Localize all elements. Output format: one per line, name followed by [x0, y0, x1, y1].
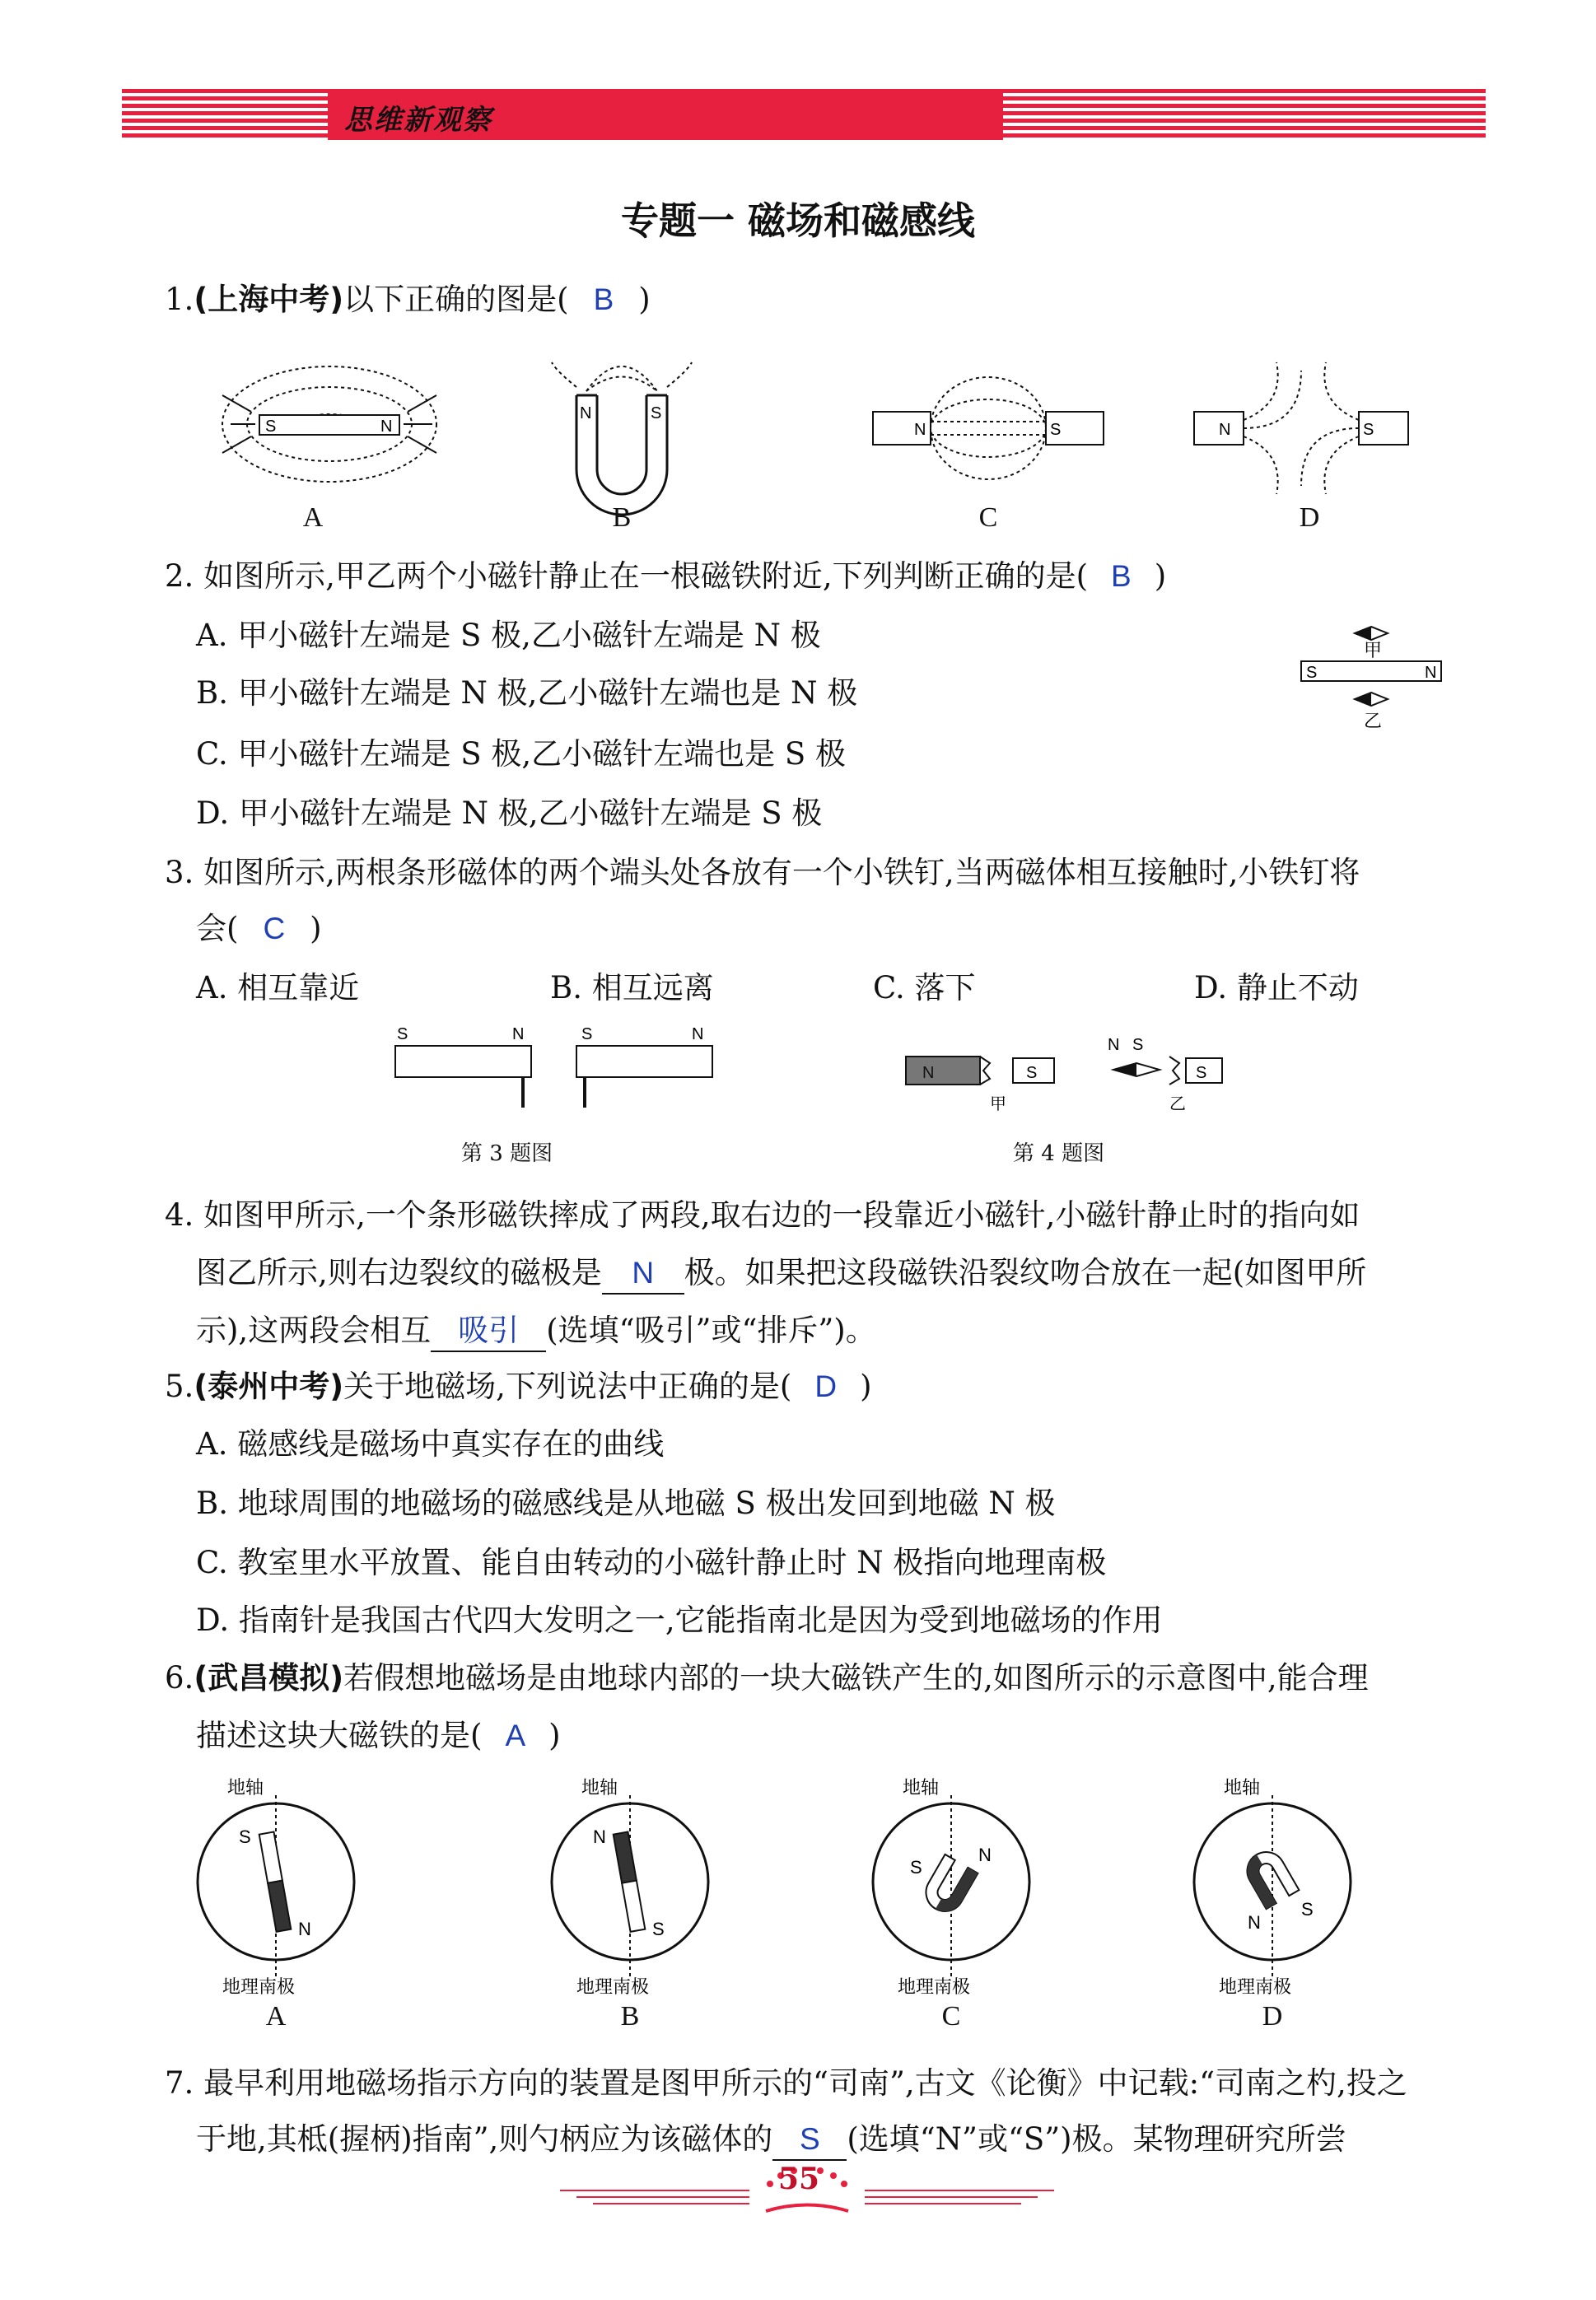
header-banner	[122, 89, 1486, 140]
q2-option-a: A. 甲小磁针左端是 S 极,乙小磁针左端是 N 极	[196, 618, 821, 653]
q4-blank1[interactable]: N	[602, 1253, 684, 1295]
svg-text:S: S	[910, 1857, 922, 1878]
q5-option-b: B. 地球周围的地磁场的磁感线是从地磁 S 极出发回到地磁 N 极	[196, 1486, 1056, 1521]
q4-line1: 4. 如图甲所示,一个条形磁铁摔成了两段,取右边的一段靠近小磁针,小磁针静止时的指向如	[165, 1197, 1360, 1233]
svg-text:地轴: 地轴	[581, 1777, 618, 1798]
q4-n2: N	[1108, 1036, 1120, 1054]
q1-fig-d	[1194, 362, 1408, 494]
q7-blank[interactable]: S	[772, 2120, 847, 2161]
q3-s-left: S	[397, 1025, 408, 1043]
q3-option-c: C. 落下	[873, 970, 976, 1005]
q3-option-a: A. 相互靠近	[196, 970, 360, 1005]
q5-option-a: A. 磁感线是磁场中真实存在的曲线	[196, 1426, 665, 1462]
q6-line2: 描述这块大磁铁的是( A )	[196, 1718, 561, 1753]
q7-line1: 7. 最早利用地磁场指示方向的装置是图甲所示的“司南”,古文《论衡》中记载:“司南之杓,投之	[165, 2065, 1407, 2101]
q1a-n: N	[380, 418, 393, 436]
q6-label-a: A	[265, 2001, 287, 2032]
svg-text:地轴: 地轴	[903, 1777, 940, 1798]
q1-fig-a	[222, 366, 436, 482]
q4-s: S	[1026, 1064, 1038, 1082]
q3-fig-caption: 第 3 题图	[461, 1141, 553, 1166]
q5-option-c: C. 教室里水平放置、能自由转动的小磁针静止时 N 极指向地理南极	[196, 1545, 1107, 1580]
q1-fig-c	[873, 377, 1104, 479]
q2-jia: 甲	[1364, 640, 1383, 660]
q3-stem-line2: 会( C )	[196, 911, 322, 946]
svg-text:N: N	[298, 1919, 311, 1939]
svg-text:地理南极: 地理南极	[576, 1976, 650, 1997]
q3-option-b: B. 相互远离	[550, 970, 714, 1005]
q6-fig-b	[552, 1777, 708, 1997]
q3-n-left: N	[512, 1025, 525, 1043]
svg-text:S: S	[1301, 1899, 1314, 1920]
page-number: 55	[777, 2162, 820, 2196]
q2-option-d: D. 甲小磁针左端是 N 极,乙小磁针左端是 S 极	[196, 795, 823, 831]
q4-yi: 乙	[1169, 1095, 1186, 1113]
q6-label-d: D	[1262, 2001, 1283, 2032]
q2-n: N	[1425, 664, 1437, 682]
q3-option-d: D. 静止不动	[1194, 970, 1359, 1005]
q1-label-c: C	[978, 502, 998, 533]
page-title: 专题一 磁场和磁感线	[620, 198, 975, 243]
svg-text:N: N	[593, 1826, 606, 1847]
q1-label-a: A	[302, 502, 324, 533]
q2-yi: 乙	[1364, 711, 1383, 731]
q4-n: N	[922, 1064, 935, 1082]
svg-text:地理南极: 地理南极	[1219, 1976, 1292, 1997]
q1-stem: 1.(上海中考)以下正确的图是( B )	[165, 282, 651, 317]
banner-title: 思维新观察	[344, 104, 492, 137]
svg-text:N: N	[978, 1845, 992, 1865]
svg-text:S: S	[652, 1919, 665, 1939]
q6-label-b: B	[620, 2001, 640, 2032]
q2-option-c: C. 甲小磁针左端是 S 极,乙小磁针左端也是 S 极	[196, 736, 847, 772]
q1d-n: N	[1219, 421, 1231, 439]
svg-text:地轴: 地轴	[1224, 1777, 1261, 1798]
q1-label-d: D	[1299, 502, 1320, 533]
q6-label-c: C	[941, 2001, 961, 2032]
q6-fig-d	[1194, 1777, 1351, 1997]
q3-figure	[387, 1021, 733, 1120]
q7-line2: 于地,其柢(握柄)指南”,则勺柄应为该磁体的 S (选填“N”或“S”)极。某物理研究所尝	[196, 2120, 1346, 2161]
q4-s3: S	[1196, 1064, 1207, 1082]
q3-n-right: N	[692, 1025, 704, 1043]
q2-stem: 2. 如图所示,甲乙两个小磁针静止在一根磁铁附近,下列判断正确的是( B )	[165, 558, 1167, 594]
q1-figures	[181, 346, 1466, 535]
q1c-n: N	[914, 421, 926, 439]
q6-line1: 6.(武昌模拟)若假想地磁场是由地球内部的一块大磁铁产生的,如图所示的示意图中,能合理	[165, 1660, 1369, 1696]
svg-text:地理南极: 地理南极	[222, 1976, 296, 1997]
q3-s-right: S	[581, 1025, 593, 1043]
q3-stem-line1: 3. 如图所示,两根条形磁体的两个端头处各放有一个小铁钉,当两磁体相互接触时,小铁钉将	[165, 855, 1360, 890]
svg-text:S: S	[239, 1826, 251, 1847]
q4-s2: S	[1132, 1036, 1144, 1054]
q1c-s: S	[1050, 421, 1062, 439]
q6-fig-c	[873, 1777, 1029, 1997]
q1-label-b: B	[612, 502, 632, 533]
q1b-n: N	[580, 404, 592, 422]
svg-text:N: N	[1248, 1912, 1261, 1933]
q5-option-d: D. 指南针是我国古代四大发明之一,它能指南北是因为受到地磁场的作用	[196, 1603, 1163, 1638]
q4-fig-caption: 第 4 题图	[1013, 1141, 1105, 1166]
q2-option-b: B. 甲小磁针左端是 N 极,乙小磁针左端也是 N 极	[196, 675, 858, 711]
svg-text:地理南极: 地理南极	[898, 1976, 971, 1997]
q5-stem: 5.(泰州中考)关于地磁场,下列说法中正确的是( D )	[165, 1369, 872, 1404]
q4-jia: 甲	[990, 1095, 1006, 1113]
q1a-s: S	[265, 418, 277, 436]
svg-text:地轴: 地轴	[227, 1777, 264, 1798]
q6-fig-a	[198, 1777, 354, 1997]
q4-line2: 图乙所示,则右边裂纹的磁极是 N 极。如果把这段磁铁沿裂纹吻合放在一起(如图甲所	[196, 1253, 1366, 1295]
q4-figure	[898, 1033, 1244, 1124]
q1b-s: S	[651, 404, 662, 422]
q2-s: S	[1306, 664, 1318, 682]
q4-blank2[interactable]: 吸引	[431, 1311, 546, 1352]
q1d-s: S	[1363, 421, 1374, 439]
q6-figures	[181, 1770, 1416, 2009]
q4-line3: 示),这两段会相互 吸引 (选填“吸引”或“排斥”)。	[196, 1311, 876, 1352]
q2-figure	[1293, 613, 1458, 737]
q1-fig-b	[552, 362, 692, 515]
